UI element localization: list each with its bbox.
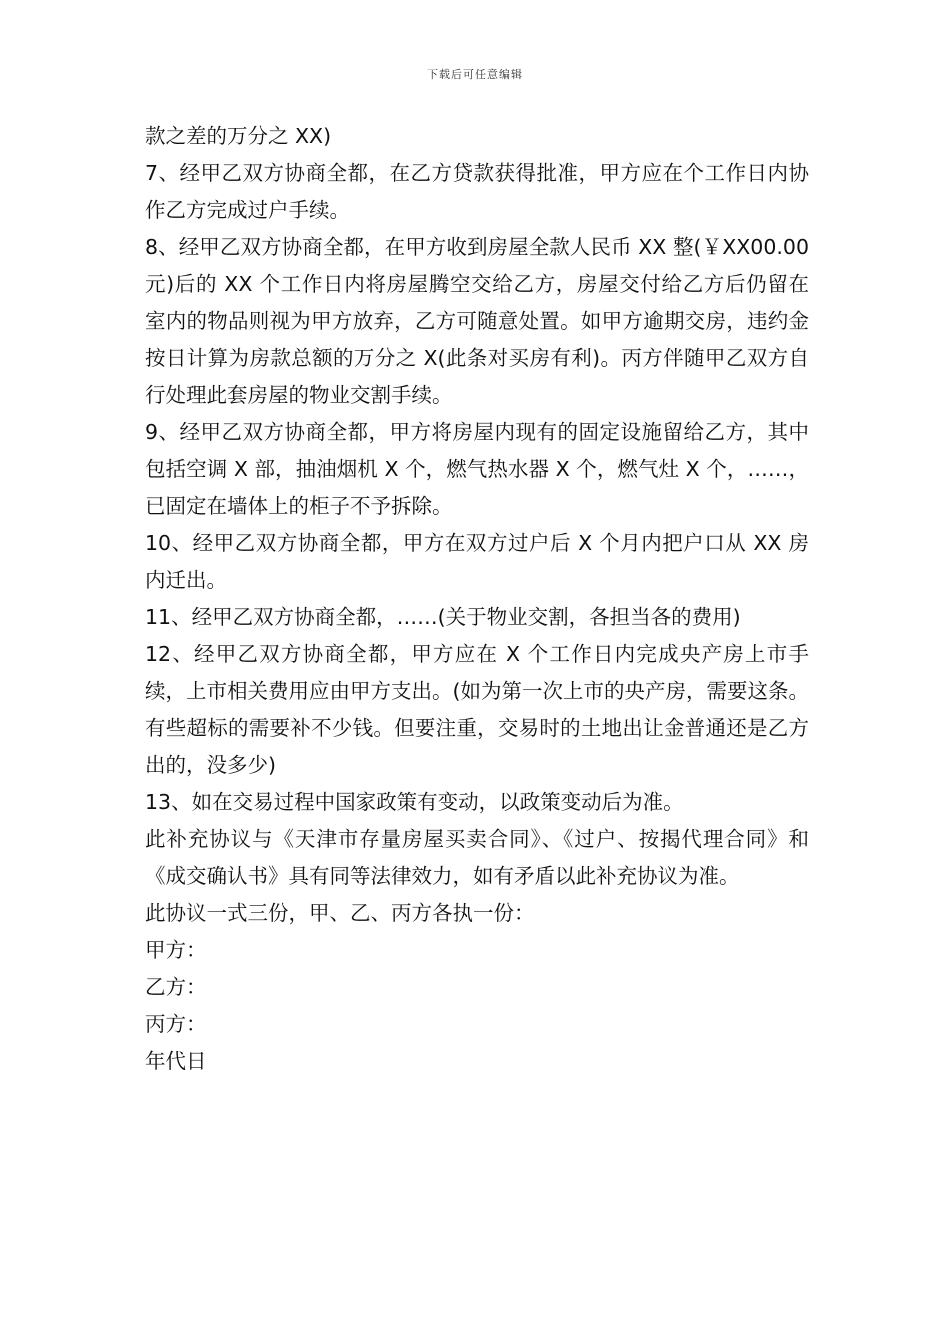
signature-party-c: 丙方： [145, 1012, 207, 1036]
signature-party-b: 乙方： [145, 975, 207, 999]
paragraph-clause-7: 7、经甲乙双方协商全都，在乙方贷款获得批准，甲方应在个工作日内协作乙方完成过户手续。 [145, 161, 809, 222]
paragraph-clause-9: 9、经甲乙双方协商全都，甲方将房屋内现有的固定设施留给乙方，其中包括空调 X 部，抽油烟机 X 个，燃气热水器 X 个，燃气灶 X 个，……，已固定在墙体上的柜子不予拆除。 [145, 420, 809, 518]
paragraph-clause-12: 12、经甲乙双方协商全都，甲方应在 X 个工作日内完成央产房上市手续，上市相关费用应由甲方支出。(如为第一次上市的央产房，需要这条。有些超标的需要补不少钱。但要注重，交易时的土地出让金普通还是乙方出的，没多少) [145, 642, 809, 777]
paragraph-clause-6-tail: 款之差的万分之 XX) [145, 124, 332, 148]
signature-party-a: 甲方： [145, 938, 207, 962]
date-line: 年代日 [145, 1049, 207, 1073]
document-body [145, 118, 809, 1080]
page-header: 下载后可任意编辑 [427, 68, 523, 81]
paragraph-clause-13: 13、如在交易过程中国家政策有变动，以政策变动后为准。 [145, 790, 684, 814]
paragraph-clause-8: 8、经甲乙双方协商全都，在甲方收到房屋全款人民币 XX 整(￥XX00.00 元)后的 XX 个工作日内将房屋腾空交给乙方，房屋交付给乙方后仍留在室内的物品则视为甲方放弃，乙方可随意处置。如甲方逾期交房，违约金按日计算为房款总额的万分之 X(此条对买房有利)。丙方伴随甲乙双方自行处理此套房屋的物业交割手续。 [145, 235, 809, 407]
paragraph-clause-11: 11、经甲乙双方协商全都，……(关于物业交割，各担当各的费用) [145, 605, 741, 629]
paragraph-copies: 此协议一式三份，甲、乙、丙方各执一份： [145, 901, 535, 925]
paragraph-clause-10: 10、经甲乙双方协商全都，甲方在双方过户后 X 个月内把户口从 XX 房内迁出。 [145, 531, 809, 592]
paragraph-legal-effect: 此补充协议与《天津市存量房屋买卖合同》、《过户、按揭代理合同》和《成交确认书》具有同等法律效力，如有矛盾以此补充协议为准。 [145, 827, 809, 888]
